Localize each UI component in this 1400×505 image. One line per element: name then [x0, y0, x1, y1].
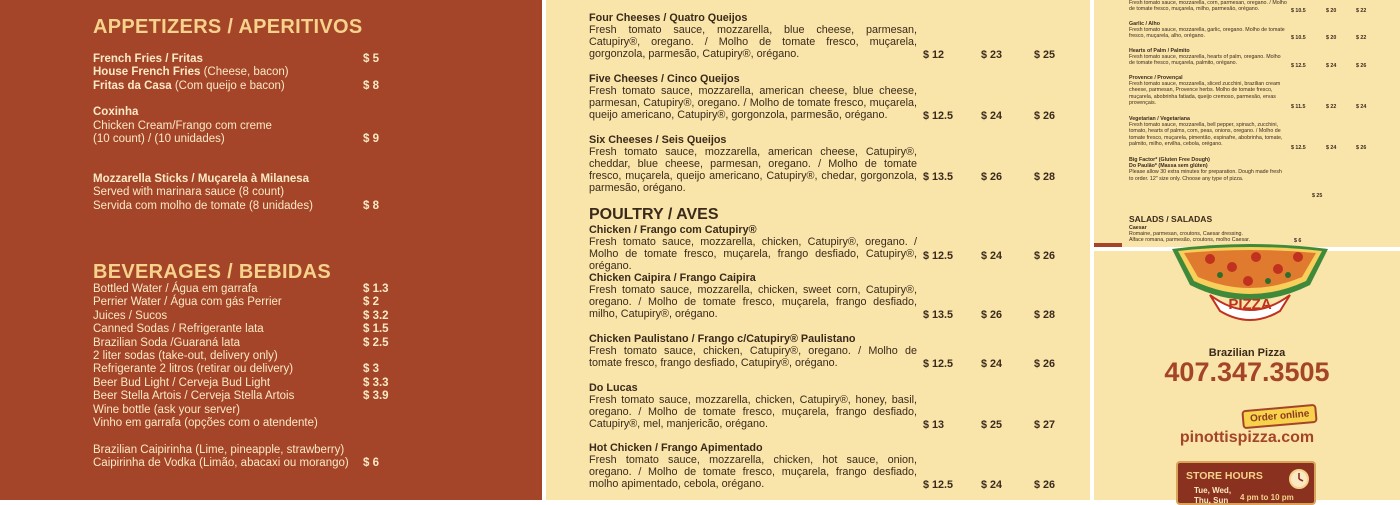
price-medium: $ 24	[1326, 145, 1337, 151]
item-description: Fresh tomato sauce, mozzarella, chicken, hot sauce, onion, oregano. / Molho de tomate fresco, muçarela, frango desfiado, molho apimentado, cebola, orégano.	[589, 454, 917, 491]
cheese-poultry-panel	[546, 0, 1090, 500]
menu-item	[589, 224, 917, 272]
phone-number[interactable]: 407.347.3505	[1164, 357, 1330, 387]
price-medium: $ 25	[1312, 193, 1323, 199]
price-large: $ 26	[1034, 479, 1056, 491]
beverage-price: $ 1.3	[363, 283, 389, 295]
item-description: Fresh tomato sauce, mozzarella, american cheese, Catupiry®, cheddar, blue cheese, parmesan, oregano. / Molho de tomate fresco, muçarela, queijo americano, Catupiry®, chedar, gorgonzola, parmesão, orégano.	[589, 146, 917, 195]
item-name: Garlic / Alho	[1129, 21, 1161, 27]
price-small: $ 11.5	[1291, 104, 1306, 110]
item-description: Fresh tomato sauce, mozzarella, chicken, Catupiry®, honey, basil, oregano. / Molho de tomate fresco, muçarela, frango desfiado, Catupiry®, mel, manjericão, orégano.	[589, 394, 917, 431]
item-description: Fresh tomato sauce, mozzarella, chicken, sweet corn, Catupiry®, oregano. / Molho de tomate fresco, muçarela, frango desfiado, milho, Catupiry®, orégano.	[589, 284, 917, 321]
price-large: $ 26	[1356, 145, 1367, 151]
item-name: Chicken Caipira / Frango Caipira	[589, 272, 756, 284]
logo-text: PIZZA	[1228, 296, 1272, 313]
item-description: Fresh tomato sauce, mozzarella, chicken, Catupiry®, oregano. / Molho de tomate fresco, muçarela, frango desfiado, Catupiry®, orégano.	[589, 236, 917, 273]
pizza-logo	[1160, 245, 1340, 329]
beverage-line: Vinho em garrafa (opções com o atendente)	[93, 417, 318, 429]
price-small: $ 12.5	[1291, 145, 1306, 151]
price-small: $ 13	[923, 419, 945, 431]
item-description: Fresh tomato sauce, mozzarella, blue cheese, parmesan, Catupiry®, oregano. / Molho de tomate fresco, muçarela, gorgonzola, parmesão, Catupiry®, orégano.	[589, 24, 917, 61]
menu-item	[1129, 0, 1287, 12]
menu-item	[589, 73, 917, 121]
beverage-line: Bottled Water / Água em garrafa	[93, 283, 258, 295]
beverage-price: $ 3.9	[363, 390, 389, 403]
price-large: $ 27	[1034, 419, 1056, 431]
appetizers-title: APPETIZERS / APERITIVOS	[93, 16, 363, 38]
beverage-line: Brazilian Soda /Guaraná lata	[93, 336, 241, 349]
order-online-badge[interactable]: Order online	[1241, 404, 1318, 430]
menu-item: Fritas da Casa (Com queijo e bacon)	[93, 80, 285, 92]
price-medium: $ 22	[1326, 104, 1337, 110]
menu-item	[1129, 48, 1287, 67]
price-large: $ 28	[1034, 171, 1056, 183]
menu-item: Mozzarella Sticks / Muçarela à Milanesa	[93, 173, 310, 185]
price-medium: $ 24	[981, 110, 1003, 122]
item-description: Fresh tomato sauce, mozzarella, american cheese, blue cheese, parmesan, Catupiry®, oregano. / Molho de tomate fresco, muçarela, queijo americano, Catupiry®, gorgonzola, parmesão, orégano.	[589, 85, 917, 122]
price-small: $ 13.5	[923, 309, 954, 321]
store-hours-days: Thu, Sun	[1194, 496, 1229, 505]
accent-bar	[1094, 243, 1122, 247]
clock-icon	[1288, 468, 1310, 490]
price-large: $ 22	[1356, 35, 1367, 41]
item-price: $ 6	[1294, 238, 1302, 244]
menu-item: House French Fries (Cheese, bacon)	[93, 66, 289, 78]
item-description: (10 count) / (10 unidades)	[93, 133, 225, 145]
menu-item: Coxinha	[93, 106, 139, 118]
restaurant-subtitle: Brazilian Pizza	[1208, 347, 1286, 359]
item-name: Chicken / Frango com Catupiry®	[589, 224, 757, 236]
price-small: $ 13.5	[923, 171, 954, 183]
item-name: Provence / Provençal	[1129, 75, 1183, 81]
beverage-price: $ 3	[363, 363, 379, 376]
menu-item	[589, 442, 917, 490]
beverage-line: Perrier Water / Água com gás Perrier	[93, 296, 282, 309]
menu-item	[1129, 157, 1287, 182]
price-medium: $ 26	[981, 171, 1003, 183]
menu-item	[589, 12, 917, 60]
item-price: $ 5	[363, 53, 379, 65]
menu-item: French Fries / Fritas	[93, 53, 203, 65]
price-small: $ 10.5	[1291, 35, 1306, 41]
store-hours-title: STORE HOURS	[1186, 470, 1263, 482]
appetizers-beverages-panel	[0, 0, 542, 500]
price-small: $ 12.5	[923, 479, 954, 491]
item-name: Do Lucas	[589, 382, 638, 394]
item-description: Fresh tomato sauce, chicken, Catupiry®, oregano. / Molho de tomate fresco, frango desfiado, Catupiry®, orégano.	[589, 345, 917, 370]
beverage-line: Caipirinha de Vodka (Limão, abacaxi ou morango)	[93, 457, 349, 470]
beverage-price: $ 6	[363, 457, 379, 470]
item-description: Fresh tomato sauce, mozzarella, corn, parmesan, oregano. / Molho de tomate fresco, muçarela, milho, parmesão, orégano.	[1129, 0, 1287, 13]
beverage-price: $ 3.3	[363, 376, 389, 389]
store-hours-time: 4 pm to 10 pm	[1240, 493, 1294, 502]
price-small: $ 12.5	[923, 110, 954, 122]
price-medium: $ 24	[981, 250, 1003, 262]
item-price: $ 8	[363, 200, 379, 212]
menu-item	[1129, 116, 1287, 147]
contact-panel	[1094, 251, 1400, 505]
item-description: Fresh tomato sauce, mozzarella, garlic, oregano. Molho de tomate fresco, muçarela, alho, orégano.	[1129, 27, 1285, 40]
beverage-line: Canned Sodas / Refrigerante lata	[93, 323, 264, 336]
menu-item	[1129, 75, 1287, 106]
price-medium: $ 24	[981, 479, 1003, 491]
menu-item	[589, 382, 917, 430]
menu-item	[589, 333, 917, 369]
beverage-price: $ 1.5	[363, 323, 389, 336]
price-large: $ 26	[1034, 358, 1056, 370]
price-small: $ 12.5	[1291, 63, 1306, 69]
item-name: Hot Chicken / Frango Apimentado	[589, 442, 763, 454]
price-small: $ 10.5	[1291, 8, 1306, 14]
menu-item	[589, 134, 917, 194]
beverages-title: BEVERAGES / BEBIDAS	[93, 261, 331, 283]
price-small: $ 12	[923, 49, 945, 61]
item-name: Vegetarian / Vegetariana	[1129, 116, 1190, 122]
store-hours-box	[1176, 461, 1316, 505]
beverage-price: $ 2.5	[363, 336, 389, 349]
beverage-line: Beer Stella Artois / Cerveja Stella Artois	[93, 390, 295, 403]
vegetarian-salads-panel	[1094, 0, 1400, 247]
price-small: $ 12.5	[923, 250, 954, 262]
item-description: Fresh tomato sauce, mozzarella, bell pepper, spinach, zucchini, tomato, hearts of palms, corn, peas, onions, oregano. / Molho de tomate fresco, muçarela, pimentão, espinafre, abobrinha, tomate, palmito, milho, ervilha, cebola, orégano.	[1129, 122, 1283, 147]
price-large: $ 26	[1034, 250, 1056, 262]
item-price: $ 9	[363, 133, 379, 145]
price-medium: $ 20	[1326, 35, 1337, 41]
beverage-line: Beer Bud Light / Cerveja Bud Light	[93, 376, 271, 389]
beverage-line: Refrigerante 2 litros (retirar ou delivery)	[93, 363, 294, 376]
price-large: $ 26	[1356, 63, 1367, 69]
beverage-line: Brazilian Caipirinha (Lime, pineapple, strawberry)	[93, 443, 345, 456]
beverage-line: Juices / Sucos	[93, 309, 168, 322]
beverage-price: $ 3.2	[363, 309, 389, 322]
item-description: Please allow 30 extra minutes for preparation. Dough made fresh to order. 12" size only. Choose any type of pizza.	[1129, 169, 1282, 182]
website-link[interactable]: pinottispizza.com	[1179, 429, 1315, 446]
price-medium: $ 20	[1326, 8, 1337, 14]
item-description: Served with marinara sauce (8 count)	[93, 186, 285, 198]
poultry-title: POULTRY / AVES	[589, 206, 719, 223]
item-name: Four Cheeses / Quatro Queijos	[589, 12, 748, 24]
price-medium: $ 24	[1326, 63, 1337, 69]
item-description: Chicken Cream/Frango com creme	[93, 120, 272, 132]
item-name: Chicken Paulistano / Frango c/Catupiry® Paulistano	[589, 333, 856, 345]
beverage-price: $ 2	[363, 296, 379, 309]
item-description: Fresh tomato sauce, mozzarella, sliced zucchini, brazilian cream cheese, parmesan, Provence herbs. Molho de tomate fresco, muçarela, abobrinha fatiada, queijo cremoso, parmesão, ervas provençais.	[1129, 81, 1281, 106]
item-name: Hearts of Palm / Palmito	[1129, 48, 1190, 54]
item-name: Big Factor* (Gluten Free Dough)	[1129, 157, 1210, 163]
price-medium: $ 26	[981, 309, 1003, 321]
item-description: Fresh tomato sauce, mozzarella, hearts of palm, oregano. Molho de tomate fresco, muçarela, palmito, orégano.	[1129, 54, 1281, 67]
menu-item: Caesar Romaine, parmesan, croutons, Caesar dressing. Alface romana, parmesão, croutons, molho Caesar.	[1129, 225, 1251, 244]
item-name: Six Cheeses / Seis Queijos	[589, 134, 727, 146]
salads-title: SALADS / SALADAS	[1129, 214, 1213, 224]
price-medium: $ 25	[981, 419, 1003, 431]
item-price: $ 8	[363, 80, 379, 92]
item-description: Servida com molho de tomate (8 unidades)	[93, 200, 313, 212]
item-name: Five Cheeses / Cinco Queijos	[589, 73, 740, 85]
menu-item	[1129, 21, 1287, 40]
price-large: $ 25	[1034, 49, 1056, 61]
price-large: $ 22	[1356, 8, 1367, 14]
beverage-line: 2 liter sodas (take-out, delivery only)	[93, 350, 278, 362]
price-large: $ 24	[1356, 104, 1367, 110]
beverage-line: Wine bottle (ask your server)	[93, 403, 240, 416]
store-hours-days: Tue, Wed,	[1194, 486, 1232, 495]
item-name: Do Paulão* (Massa sem glúten)	[1129, 163, 1208, 170]
price-medium: $ 24	[981, 358, 1003, 370]
price-medium: $ 23	[981, 49, 1003, 61]
menu-item	[589, 272, 917, 320]
price-large: $ 26	[1034, 110, 1056, 122]
price-large: $ 28	[1034, 309, 1056, 321]
price-small: $ 12.5	[923, 358, 954, 370]
